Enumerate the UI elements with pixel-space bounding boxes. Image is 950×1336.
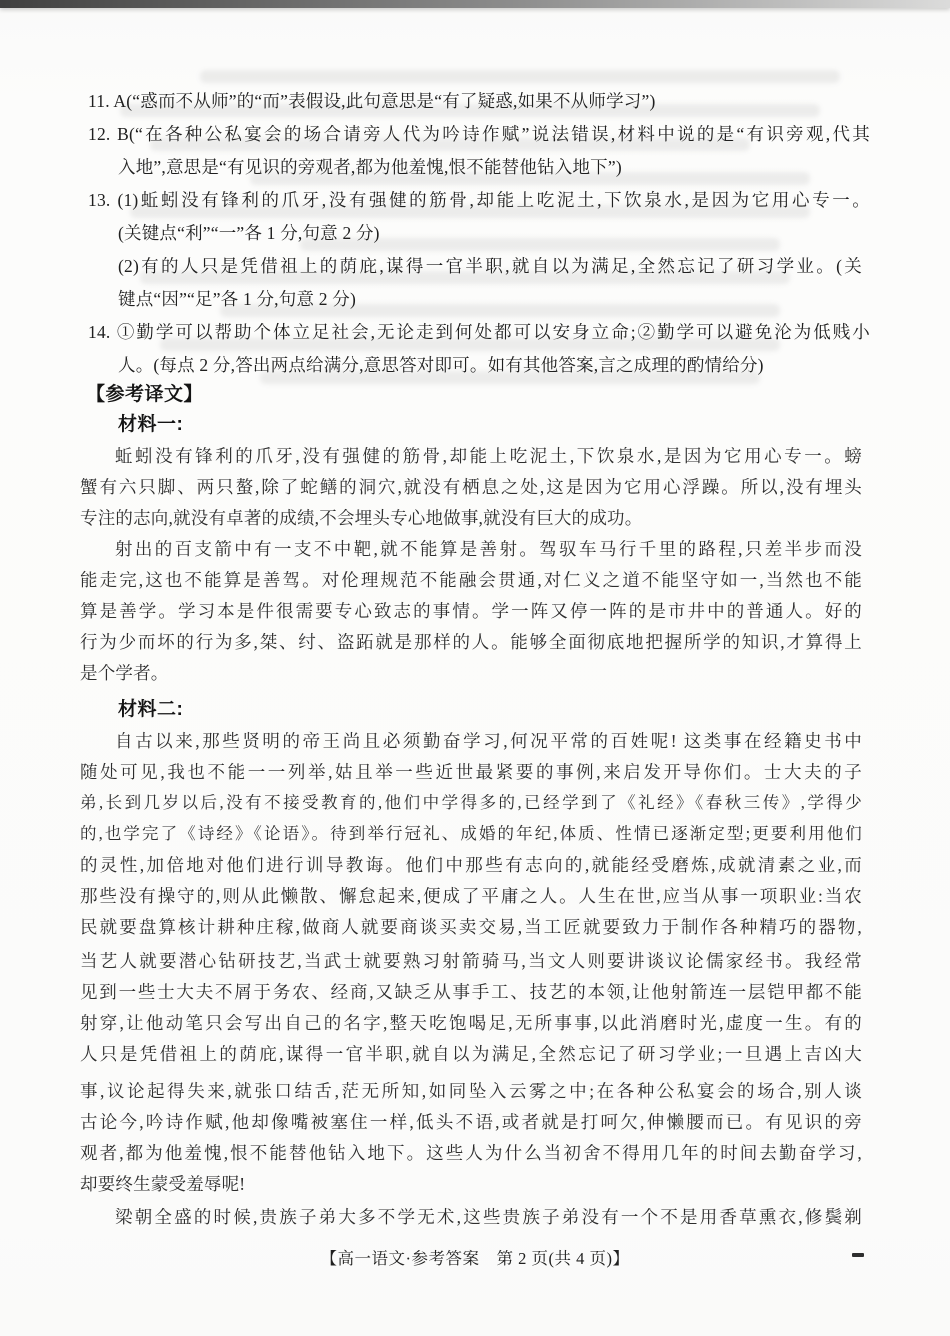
material-1-line: 蟹有六只脚、两只螯,除了蛇鳝的洞穴,就没有栖息之处,这是因为它用心浮躁。所以,没有埋头	[80, 477, 862, 497]
material-2-line: 民就要盘算核计耕种庄稼,做商人就要商谈买卖交易,当工匠就要致力于制作各种精巧的器物,	[80, 917, 862, 937]
material-2-line: 当艺人就要潜心钻研技艺,当武士就要熟习射箭骑马,当文人则要讲谈议论儒家经书。我经常	[80, 951, 862, 971]
answer-line-13-2a: (2)有的人只是凭借祖上的荫庇,谋得一官半职,就自以为满足,全然忘记了研习学业。(关	[118, 256, 862, 276]
material-2-line: 事,议论起得失来,就张口结舌,茫无所知,如同坠入云雾之中;在各种公私宴会的场合,别人谈	[80, 1081, 862, 1101]
material-2-line: 却要终生蒙受羞辱呢!	[80, 1174, 246, 1194]
material-2-line: 随处可见,我也不能一一列举,姑且举一些近世最紧要的事例,来启发开导你们。士大夫的子	[80, 762, 862, 782]
material-2-line: 自古以来,那些贤明的帝王尚且必须勤奋学习,何况平常的百姓呢! 这类事在经籍史书中	[115, 731, 862, 751]
answer-line-13-1a: 13. (1)蚯蚓没有锋利的爪牙,没有强健的筋骨,却能上吃泥土,下饮泉水,是因为它用心专一。	[88, 190, 870, 210]
material-2-line: 观者,都为他羞愧,恨不能替他钻入地下。这些人为什么当初舍不得用几年的时间去勤奋学习,	[80, 1143, 862, 1163]
answer-line-14b: 人。(每点 2 分,答出两点给满分,意思答对即可。如有其他答案,言之成理的酌情给分)	[118, 355, 764, 375]
material-1-line: 能走完,这也不能算是善驾。对伦理规范不能融会贯通,对仁义之道不能坚守如一,当然也不能	[80, 570, 862, 590]
material-1-line: 蚯蚓没有锋利的爪牙,没有强健的筋骨,却能上吃泥土,下饮泉水,是因为它用心专一。螃	[115, 446, 862, 466]
material-2-line: 人只是凭借祖上的荫庇,谋得一官半职,就自以为满足,全然忘记了研习学业;一旦遇上吉凶大	[80, 1044, 862, 1064]
answer-line-12a: 12. B(“在各种公私宴会的场合请旁人代为吟诗作赋”说法错误,材料中说的是“有识旁观,代其	[88, 124, 870, 144]
material-2-line: 那些没有操守的,则从此懒散、懈怠起来,便成了平庸之人。人生在世,应当从事一项职业:当农	[80, 886, 862, 906]
scan-dash-artifact	[852, 1253, 864, 1257]
material-2-line: 射穿,让他动笔只会写出自己的名字,整天吃饱喝足,无所事事,以此消磨时光,虚度一生。有的	[80, 1013, 862, 1033]
material-2-line: 的灵性,加倍地对他们进行训导教诲。他们中那些有志向的,就能经受磨炼,成就清素之业,而	[80, 855, 862, 875]
material-1-line: 行为少而坏的行为多,桀、纣、盗跖就是那样的人。能够全面彻底地把握所学的知识,才算得上	[80, 632, 862, 652]
answer-line-13-1b: (关键点“利”“一”各 1 分,句意 2 分)	[118, 223, 380, 243]
answer-line-14a: 14. ①勤学可以帮助个体立足社会,无论走到何处都可以安身立命;②勤学可以避免沦为低贱小	[88, 322, 870, 342]
answer-line-12b: 入地”,意思是“有见识的旁观者,都为他羞愧,恨不能替他钻入地下”)	[118, 157, 622, 177]
material-2-line: 弟,长到几岁以后,没有不接受教育的,他们中学得多的,已经学到了《礼经》《春秋三传》,学得少	[80, 793, 862, 812]
material-1-line: 是个学者。	[80, 663, 169, 683]
answer-line-13-2b: 键点“因”“足”各 1 分,句意 2 分)	[118, 289, 356, 309]
page-footer: 【高一语文·参考答案 第 2 页(共 4 页)】	[320, 1249, 630, 1268]
bleed-through-artifact	[200, 70, 840, 83]
material-2-line: 见到一些士大夫不屑于务农、经商,又缺乏从事手工、技艺的本领,让他射箭连一层铠甲都不能	[80, 982, 862, 1002]
material-1-line: 专注的志向,就没有卓著的成绩,不会埋头专心地做事,就没有巨大的成功。	[80, 508, 643, 528]
material-1-line: 算是善学。学习本是件很需要专心致志的事情。学一阵又停一阵的是市井中的普通人。好的	[80, 601, 862, 621]
material-2-heading: 材料二:	[118, 699, 184, 720]
reference-translation-heading: 【参考译文】	[86, 384, 204, 405]
material-1-heading: 材料一:	[118, 414, 184, 435]
scan-top-edge-artifact	[0, 0, 950, 8]
material-2-line: 古论今,吟诗作赋,他却像嘴被塞住一样,低头不语,或者就是打呵欠,伸懒腰而已。有见识的旁	[80, 1112, 862, 1132]
material-1-line: 射出的百支箭中有一支不中靶,就不能算是善射。驾驭车马行千里的路程,只差半步而没	[115, 539, 862, 559]
material-2-line: 的,也学完了《诗经》《论语》。待到举行冠礼、成婚的年纪,体质、性情已逐渐定型;更要利用他们	[80, 824, 862, 843]
material-2-line: 梁朝全盛的时候,贵族子弟大多不学无术,这些贵族子弟没有一个不是用香草熏衣,修鬓剃	[115, 1207, 862, 1227]
answer-line-11: 11. A(“惑而不从师”的“而”表假设,此句意思是“有了疑惑,如果不从师学习”)	[88, 91, 656, 111]
